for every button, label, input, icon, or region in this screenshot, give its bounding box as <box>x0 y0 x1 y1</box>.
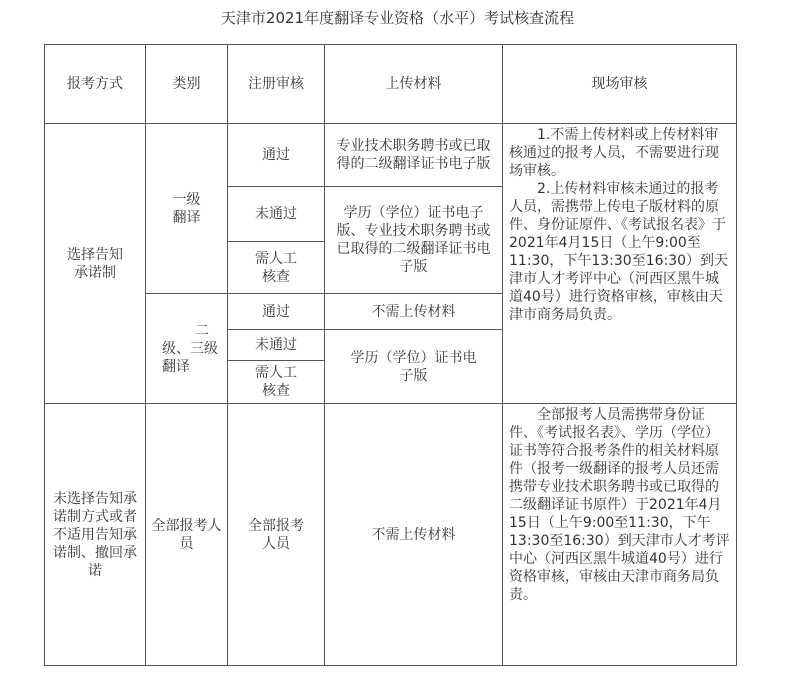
review-process-table <box>44 44 737 666</box>
header-onsite: 现场审核 <box>503 45 737 124</box>
page-title: 天津市2021年度翻译专业资格（水平）考试核查流程 <box>220 9 575 27</box>
header-row <box>45 45 737 124</box>
review-all: 全部报考人员 <box>228 404 325 666</box>
category-level1: 一级翻译 <box>146 124 228 294</box>
table-row <box>45 404 737 666</box>
header-upload: 上传材料 <box>325 45 503 124</box>
method-no-commitment: 未选择告知承诺制方式或者不适用告知承诺制、撤回承诺 <box>45 404 146 666</box>
upload-fail-level23: 学历（学位）证书电子版 <box>325 330 503 404</box>
review-fail-level23: 未通过 <box>228 330 325 361</box>
category-level23 <box>146 294 228 404</box>
upload-pass-level1: 专业技术职务聘书或已取得的二级翻译证书电子版 <box>325 124 503 187</box>
review-manual-level23: 需人工核查 <box>228 361 325 404</box>
header-reg-review: 注册审核 <box>228 45 325 124</box>
category-level23-line2: 级、三级 <box>162 340 218 357</box>
header-category: 类别 <box>146 45 228 124</box>
onsite-review-commitment <box>503 124 737 404</box>
review-manual-level1: 需人工核查 <box>228 242 325 294</box>
upload-pass-level23: 不需上传材料 <box>325 294 503 330</box>
review-pass-level1: 通过 <box>228 124 325 187</box>
onsite-paragraph-2: 2.上传材料审核未通过的报考人员，需携带上传电子版材料的原件、身份证原件、《考试报名表》于2021年4月15日（上午9:00至11:30，下午13:30至16:30）到天津市人才考评中心（河西区黑牛城道40号）进行资格审核，审核由天津市商务局负责。 <box>509 181 729 323</box>
review-pass-level23: 通过 <box>228 294 325 330</box>
review-fail-level1: 未通过 <box>228 187 325 242</box>
category-level23-line1: 二 <box>195 322 209 339</box>
method-commitment: 选择告知承诺制 <box>45 124 146 404</box>
onsite-paragraph-1: 1.不需上传材料或上传材料审核通过的报考人员，不需要进行现场审核。 <box>509 127 719 179</box>
onsite-review-all <box>503 404 737 666</box>
category-level23-line3: 翻译 <box>162 358 190 375</box>
header-method: 报考方式 <box>45 45 146 124</box>
upload-none-all: 不需上传材料 <box>325 404 503 666</box>
onsite-paragraph-all: 全部报考人员需携带身份证件、《考试报名表》、学历（学位）证书等符合报考条件的相关材料原件（报考一级翻译的报考人员还需携带专业技术职务聘书或已取得的二级翻译证书原件）于2021年4月15日（上午9:00至11:30，下午13:30至16:30）到天津市人才考评中心（河西区黑牛城道40号）进行资格审核，审核由天津市商务局负责。 <box>509 407 730 603</box>
category-all: 全部报考人员 <box>146 404 228 666</box>
upload-fail-level1: 学历（学位）证书电子版、专业技术职务聘书或已取得的二级翻译证书电子版 <box>325 187 503 294</box>
table-row <box>45 124 737 187</box>
